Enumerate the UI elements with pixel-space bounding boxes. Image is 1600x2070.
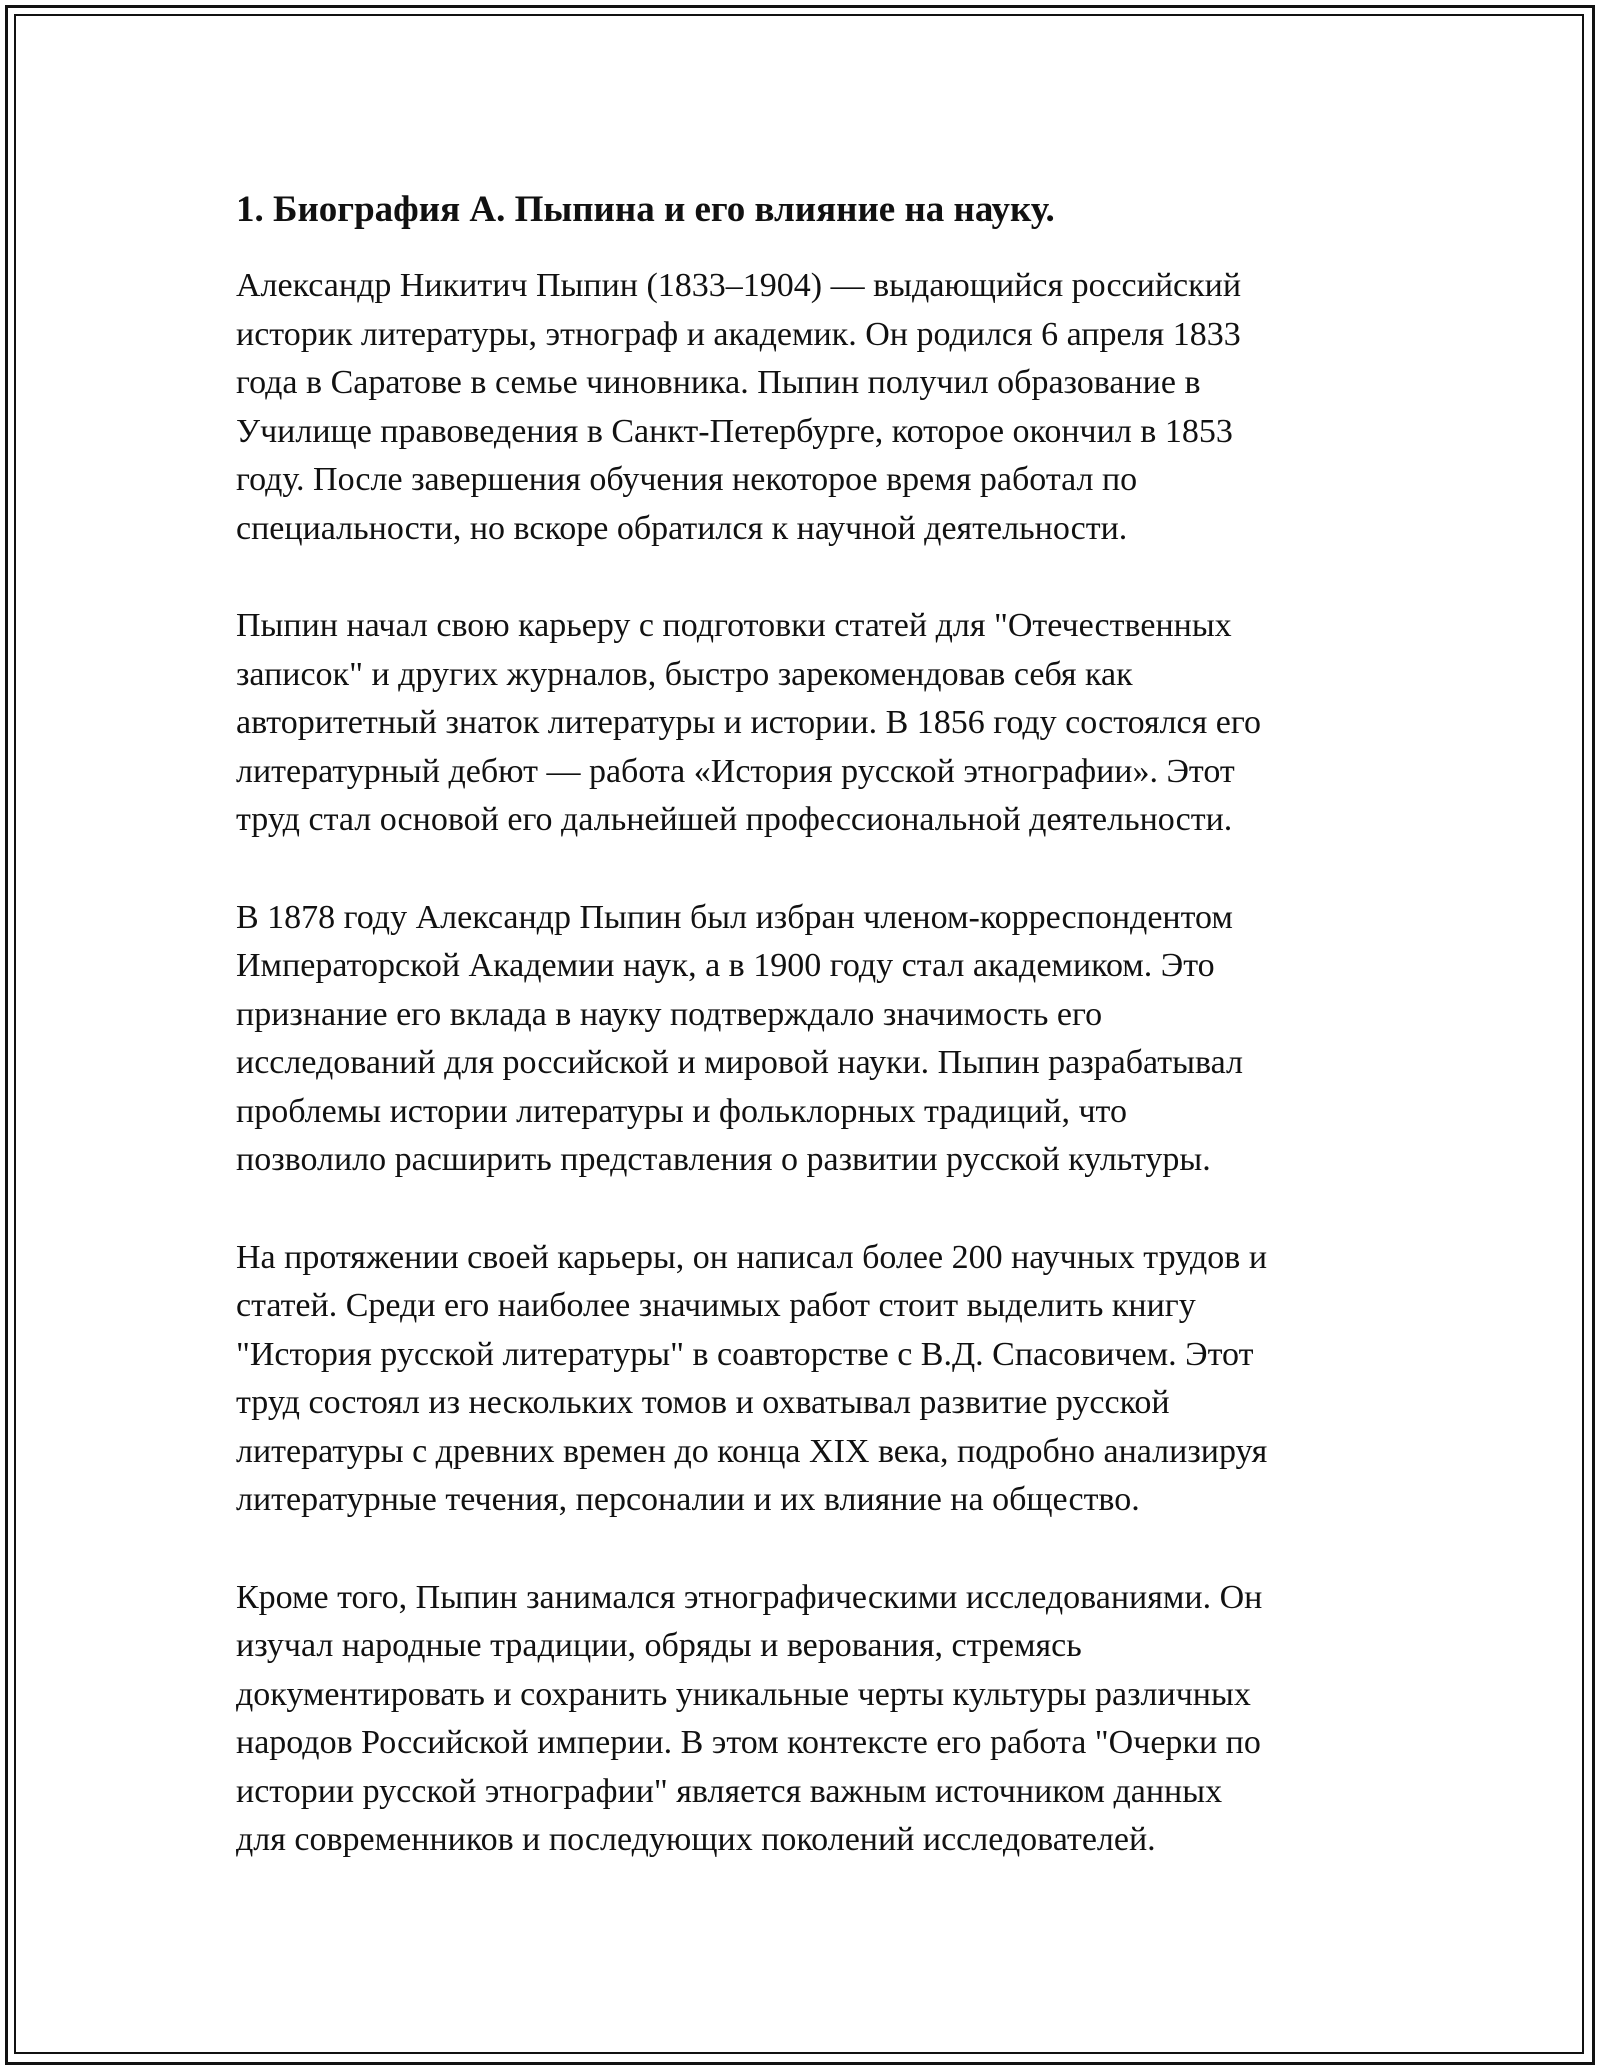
text-line: "История русской литературы" в соавторстве с В.Д. Спасовичем. Этот (236, 1335, 1254, 1373)
text-line: специальности, но вскоре обратился к научной деятельности. (236, 509, 1128, 547)
text-line: литературный дебют — работа «История русской этнографии». Этот (236, 752, 1235, 790)
text-line: В 1878 году Александр Пыпин был избран членом-корреспондентом (236, 898, 1233, 936)
text-line: литературные течения, персоналии и их влияние на общество. (236, 1481, 1140, 1518)
text-line: Александр Никитич Пыпин (1833–1904) — выдающийся российский (236, 267, 1242, 304)
text-line: труд состоял из нескольких томов и охватывал развитие русской (236, 1384, 1170, 1421)
text-line: позволило расширить представления о развитии русской культуры. (236, 1141, 1211, 1178)
text-line: Пыпин начал свою карьеру с подготовки статей для "Отечественных (236, 607, 1232, 644)
section-heading: 1. Биография А. Пыпина и его влияние на науку. (236, 189, 1055, 230)
text-line: признание его вклада в науку подтверждало значимость его (236, 995, 1103, 1033)
paragraph-works (236, 1234, 1376, 1525)
paragraph-career-start (236, 602, 1376, 845)
text-line: статей. Среди его наиболее значимых работ стоит выделить книгу (236, 1287, 1196, 1324)
text-line: исследований для российской и мировой науки. Пыпин разрабатывал (236, 1044, 1243, 1081)
text-line: Кроме того, Пыпин занимался этнографическими исследованиями. Он (236, 1578, 1263, 1616)
text-line: году. После завершения обучения некоторое время работал по (236, 461, 1138, 498)
text-line: года в Саратове в семье чиновника. Пыпин получил образование в (236, 364, 1201, 401)
text-line: записок" и других журналов, быстро зарекомендовав себя как (236, 655, 1133, 693)
text-line: документировать и сохранить уникальные черты культуры различных (236, 1675, 1251, 1713)
text-line: истории русской этнографии" является важным источником данных (236, 1772, 1223, 1810)
paragraph-ethnography (236, 1574, 1376, 1865)
text-line: авторитетный знаток литературы и истории. В 1856 году состоялся его (236, 704, 1261, 741)
text-line: На протяжении своей карьеры, он написал более 200 научных трудов и (236, 1238, 1268, 1276)
text-line: литературы с древних времен до конца XIX века, подробно анализируя (236, 1432, 1268, 1470)
paragraph-biography (236, 262, 1376, 553)
text-line: народов Российской империи. В этом контексте его работа "Очерки по (236, 1724, 1261, 1761)
text-line: проблемы истории литературы и фольклорных традиций, что (236, 1092, 1127, 1130)
text-line: Училище правоведения в Санкт-Петербурге, которое окончил в 1853 (236, 412, 1233, 450)
text-line: Императорской Академии наук, а в 1900 году стал академиком. Это (236, 947, 1215, 984)
paragraph-academy (236, 894, 1376, 1185)
text-line: труд стал основой его дальнейшей профессиональной деятельности. (236, 801, 1233, 838)
text-line: историк литературы, этнограф и академик. Он родился 6 апреля 1833 (236, 315, 1241, 353)
document-body (236, 186, 1376, 1914)
text-line: изучал народные традиции, обряды и верования, стремясь (236, 1627, 1082, 1664)
text-line: для современников и последующих поколений исследователей. (236, 1821, 1156, 1858)
